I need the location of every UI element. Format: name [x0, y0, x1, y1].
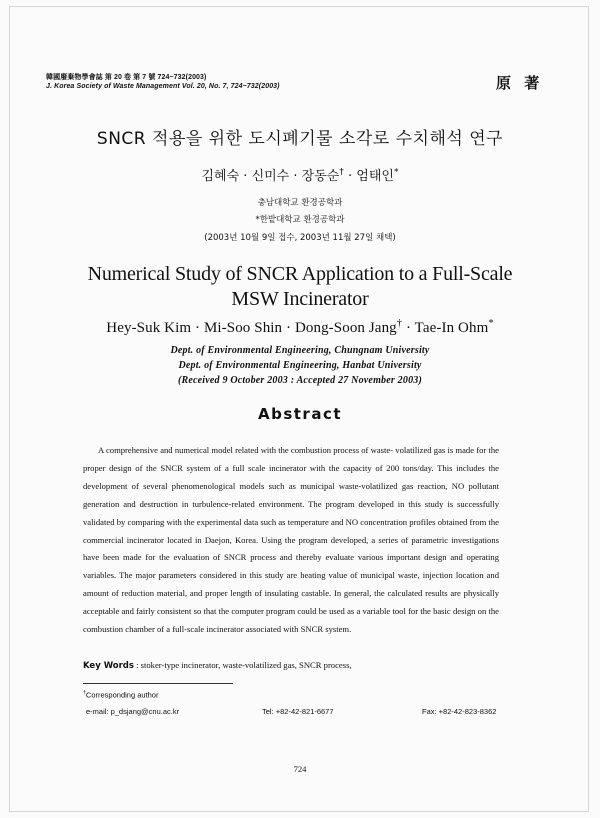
title-korean: SNCR 적용을 위한 도시폐기물 소각로 수치해석 연구 — [96, 129, 504, 149]
author-name: 엄태인 — [356, 169, 394, 184]
page-number: 724 — [293, 764, 307, 774]
author-separator: · — [343, 169, 357, 184]
title-english — [60, 262, 540, 312]
author-separator: · — [239, 169, 252, 184]
abstract-heading: Abstract — [257, 405, 343, 423]
affiliation-english-1: Dept. of Environmental Engineering, Chungnam University — [170, 345, 430, 356]
author-separator: · — [402, 320, 415, 336]
corresponding-mark: † — [396, 318, 403, 329]
journal-citation-korean: 韓國廢棄物學會誌 第 20 卷 第 7 號 724~732(2003) — [46, 74, 207, 81]
authors-korean — [0, 165, 600, 184]
author-separator: · — [289, 169, 302, 184]
author-name: 장동순 — [301, 169, 340, 184]
article-type-badge: 原 著 — [496, 74, 544, 92]
footnote-email: e-mail: p_dsjang@cnu.ac.kr — [86, 707, 180, 716]
affiliation-mark: * — [393, 167, 399, 178]
footnote-tel: Tel: +82-42-821-6677 — [262, 707, 334, 716]
footnote-fax: Fax: +82-42-823-8362 — [422, 707, 497, 716]
authors-english — [0, 318, 600, 337]
keywords — [83, 660, 352, 671]
author-name: Hey-Suk Kim — [106, 320, 192, 336]
author-separator: · — [282, 320, 295, 336]
author-name: 김혜숙 — [201, 169, 240, 184]
corresponding-author-label: Corresponding author — [85, 690, 159, 700]
journal-citation — [46, 73, 280, 91]
author-name: Mi-Soo Shin — [203, 320, 283, 336]
title-english-line: MSW Incinerator — [231, 288, 369, 310]
corresponding-mark: † — [83, 690, 86, 696]
author-separator: · — [191, 320, 204, 336]
author-name: 신미수 — [251, 169, 290, 184]
received-date-english: (Received 9 October 2003 : Accepted 27 November 2003) — [177, 375, 423, 386]
footnote-divider — [83, 683, 233, 684]
keywords-text: : stoker-type incinerator, waste-volatilized gas, SNCR process, — [133, 660, 352, 670]
journal-citation-english: J. Korea Society of Waste Management Vol. 20, No. 7, 724~732(2003) — [46, 83, 280, 90]
received-date-korean: (2003년 10월 9일 접수, 2003년 11월 27일 채택) — [204, 233, 396, 243]
affiliation-mark: * — [488, 318, 494, 329]
title-english-line: Numerical Study of SNCR Application to a Full-Scale — [87, 263, 513, 285]
corresponding-mark: † — [339, 167, 344, 178]
abstract-body: A comprehensive and numerical model related with the combustion process of waste- volatilized gas is made for the proper design of the SNCR system of a full scale incinerator with the capacity of 200 tons/day. This includes the development of several phenomenological models such as municipal waste-volatilized gas reaction, NO pollutant generation and destruction in turbulence-related environment. The program developed in this study is successfully validated by comparing with the experimental data such as temperature and NO concentration profiles obtained from the commercial incinerator located in Daejon, Korea. Using the program developed, a series of parametric investigations have been made for the evaluation of SNCR process and thereby evaluate various important design and operating variables. The major parameters considered in this study are heating value of municipal waste, injection location and amount of reduction material, and proper length of insulating castable. In general, the calculated results are physically acceptable and fairly consistent so that the computer program could be used as a variable tool for the basic design on the combustion chamber of a full-scale incinerator associated with SNCR system. — [83, 445, 499, 635]
affiliation-korean-2: *한밭대학교 환경공학과 — [255, 215, 345, 225]
keywords-label: Key Words — [83, 661, 134, 671]
author-name: Tae-In Ohm — [414, 320, 489, 336]
author-name: Dong-Soon Jang — [294, 320, 397, 336]
affiliation-english-2: Dept. of Environmental Engineering, Hanbat University — [178, 360, 422, 371]
corresponding-author-note — [83, 690, 158, 700]
affiliation-korean-1: 충남대학교 환경공학과 — [257, 198, 343, 208]
